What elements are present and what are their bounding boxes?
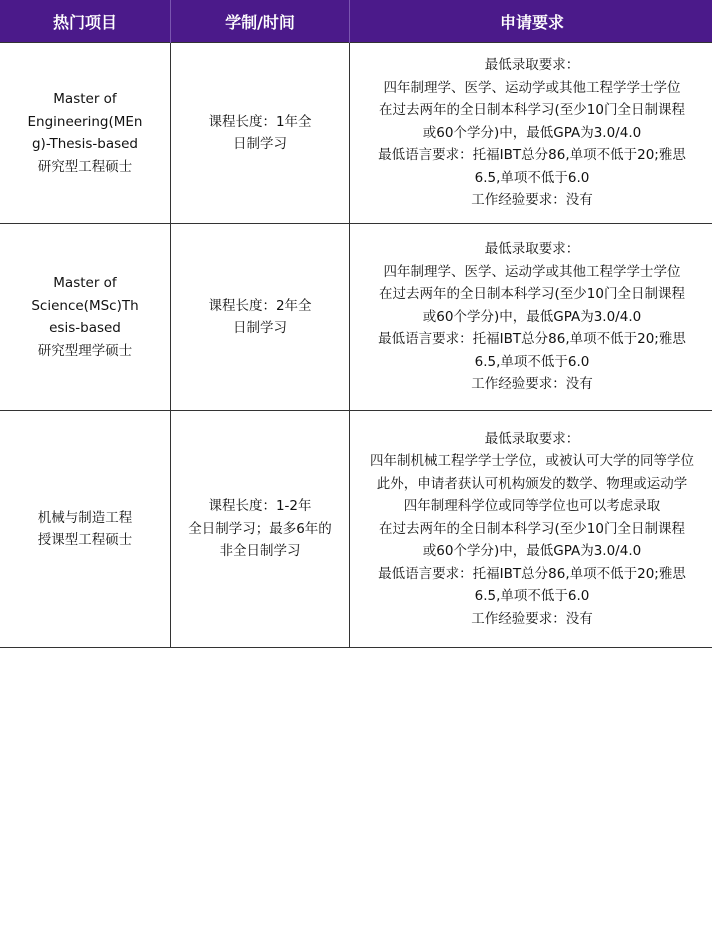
duration-cell bbox=[171, 411, 350, 648]
program-line: esis-based bbox=[49, 320, 121, 336]
requirement-line: 最低语言要求：托福IBT总分86,单项不低于20;雅思 bbox=[378, 565, 686, 582]
requirement-line: 此外，申请者获认可机构颁发的数学、物理或运动学 bbox=[376, 475, 688, 492]
program-cell bbox=[0, 43, 171, 224]
requirement-line: 工作经验要求：没有 bbox=[471, 376, 593, 393]
requirement-line: 或60个学分)中，最低GPA为3.0/4.0 bbox=[422, 124, 642, 141]
program-line: 授课型工程硕士 bbox=[37, 532, 133, 548]
requirements-cell bbox=[350, 224, 712, 411]
requirements-cell bbox=[350, 43, 712, 224]
requirement-line: 四年制理科学位或同等学位也可以考虑录取 bbox=[403, 498, 661, 515]
requirement-line: 在过去两年的全日制本科学习(至少10门全日制课程 bbox=[379, 286, 685, 303]
duration-line: 全日制学习；最多6年的 bbox=[188, 520, 332, 537]
requirement-line: 6.5,单项不低于6.0 bbox=[474, 353, 590, 370]
program-line: 机械与制造工程 bbox=[37, 509, 133, 526]
program-line: Master of bbox=[53, 91, 117, 107]
requirement-line: 工作经验要求：没有 bbox=[471, 610, 593, 627]
program-line: Science(MSc)Th bbox=[31, 297, 139, 314]
duration-line: 日制学习 bbox=[233, 320, 287, 336]
program-cell bbox=[0, 224, 171, 411]
requirement-line: 最低录取要求： bbox=[484, 430, 580, 447]
requirement-line: 工作经验要求：没有 bbox=[471, 192, 593, 209]
requirement-line: 在过去两年的全日制本科学习(至少10门全日制课程 bbox=[379, 520, 685, 537]
requirement-line: 6.5,单项不低于6.0 bbox=[474, 169, 590, 186]
requirement-line: 最低录取要求： bbox=[484, 57, 580, 74]
duration-cell bbox=[171, 224, 350, 411]
program-cell bbox=[0, 411, 171, 648]
duration-line: 课程长度：1-2年 bbox=[208, 498, 312, 515]
requirement-line: 或60个学分)中，最低GPA为3.0/4.0 bbox=[422, 543, 642, 560]
requirement-line: 四年制理学、医学、运动学或其他工程学学士学位 bbox=[383, 263, 681, 280]
duration-cell bbox=[171, 43, 350, 224]
program-line: 研究型工程硕士 bbox=[37, 158, 133, 175]
requirement-line: 6.5,单项不低于6.0 bbox=[474, 588, 590, 605]
table-row bbox=[0, 224, 712, 411]
requirement-line: 在过去两年的全日制本科学习(至少10门全日制课程 bbox=[379, 102, 685, 119]
duration-line: 非全日制学习 bbox=[219, 543, 301, 560]
table-row bbox=[0, 43, 712, 224]
duration-line: 课程长度：2年全 bbox=[208, 297, 312, 314]
duration-line: 课程长度：1年全 bbox=[208, 113, 312, 130]
table-header-row bbox=[0, 0, 712, 43]
requirements-cell bbox=[350, 411, 712, 648]
requirement-line: 最低录取要求： bbox=[484, 241, 580, 258]
program-line: 研究型理学硕士 bbox=[37, 342, 133, 359]
requirement-line: 四年制理学、医学、运动学或其他工程学学士学位 bbox=[383, 79, 681, 96]
header-duration: 学制/时间 bbox=[171, 0, 350, 43]
header-program: 热门项目 bbox=[0, 0, 171, 43]
requirement-line: 四年制机械工程学学士学位，或被认可大学的同等学位 bbox=[370, 453, 694, 470]
requirement-line: 或60个学分)中，最低GPA为3.0/4.0 bbox=[422, 308, 642, 325]
requirement-line: 最低语言要求：托福IBT总分86,单项不低于20;雅思 bbox=[378, 331, 686, 348]
header-requirements: 申请要求 bbox=[350, 0, 712, 43]
program-line: Master of bbox=[53, 275, 117, 291]
duration-line: 日制学习 bbox=[233, 136, 287, 152]
program-line: Engineering(MEn bbox=[27, 113, 143, 130]
table-row bbox=[0, 411, 712, 648]
requirement-line: 最低语言要求：托福IBT总分86,单项不低于20;雅思 bbox=[378, 147, 686, 164]
program-line: g)-Thesis-based bbox=[31, 136, 139, 152]
